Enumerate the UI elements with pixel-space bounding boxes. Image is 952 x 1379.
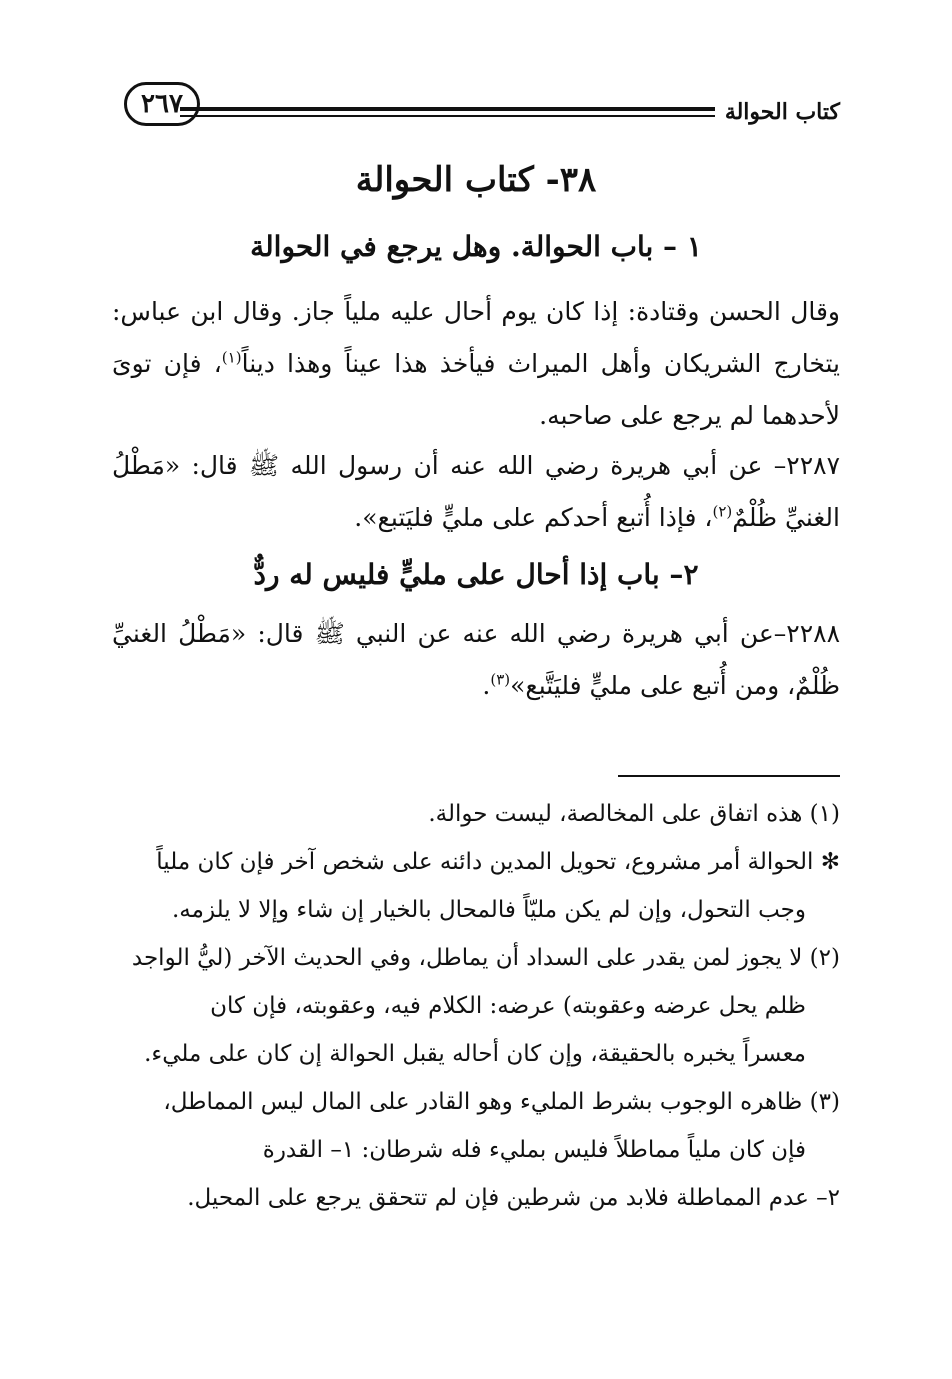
- footnote-line: ٢– عدم المماطلة فلابد من شرطين فإن لم تتحقق يرجع على المحيل.: [187, 1185, 840, 1211]
- header-rule-thin: [180, 115, 715, 117]
- page-number: ٢٦٧: [141, 89, 183, 119]
- footnote-separator: [618, 775, 840, 777]
- footnote-line: فإن كان ملياً مماطلاً فليس بمليء فله شرطان: ١– القدرة: [262, 1137, 806, 1163]
- intro-text-end: ، فإن توىَ لأحدهما لم يرجع على صاحبه.: [112, 349, 840, 430]
- hadith-2287-text: ٢٢٨٧– عن أبي هريرة رضي الله عنه أن رسول الله ﷺ قال: «مَطْلُ الغنيِّ ظُلْمٌ: [112, 451, 840, 532]
- intro-paragraph: [112, 286, 840, 442]
- footnote-ref-3: (٣): [490, 670, 511, 689]
- hadith-2287-text-end: ، فإذا أُتبع أحدكم على مليٍّ فليَتبع».: [354, 503, 713, 532]
- running-header: [180, 92, 840, 132]
- header-rule: [180, 107, 715, 117]
- hadith-2288: [112, 608, 840, 712]
- footnotes: [112, 790, 840, 1222]
- page-number-badge: [124, 82, 200, 126]
- hadith-2288-text-end: .: [482, 671, 491, 700]
- footnote-line: (١) هذه اتفاق على المخالصة، ليست حوالة.: [428, 801, 840, 827]
- chapter-1-title: ١ – باب الحوالة. وهل يرجع في الحوالة: [250, 230, 702, 263]
- running-title: كتاب الحوالة: [724, 99, 840, 125]
- hadith-2287: [112, 440, 840, 544]
- header-rule-thick: [180, 107, 715, 111]
- intro-text: وقال الحسن وقتادة: إذا كان يوم أحال عليه ملياً جاز. وقال ابن عباس: يتخارج الشريكان وأهل الميراث فيأخذ هذا عيناً وهذا ديناً: [112, 297, 840, 378]
- footnote-line: وجب التحول، وإن لم يكن مليّاً فالمحال بالخيار إن شاء وإلا لا يلزمه.: [171, 897, 806, 923]
- footnote-line: ظلم يحل عرضه وعقوبته) عرضه: الكلام فيه، وعقوبته، فإن كان: [210, 993, 806, 1019]
- book-title: ٣٨- كتاب الحوالة: [355, 160, 597, 200]
- hadith-2288-text: ٢٢٨٨–عن أبي هريرة رضي الله عنه عن النبي ﷺ قال: «مَطْلُ الغنيِّ ظُلْمٌ، ومن أُتبع على مليٍّ فليَتَّبع»: [112, 619, 840, 700]
- footnote-line: ✻ الحوالة أمر مشروع، تحويل المدين دائنه على شخص آخر فإن كان ملياً: [156, 849, 840, 875]
- chapter-2-title: ٢– باب إذا أحال على مليٍّ فليس له ردٌّ: [253, 558, 699, 591]
- footnote-ref-1: (١): [221, 348, 242, 367]
- footnote-line: معسراً يخبره بالحقيقة، وإن كان أحاله يقبل الحوالة إن كان على مليء.: [144, 1041, 806, 1067]
- footnote-line: (٢) لا يجوز لمن يقدر على السداد أن يماطل، وفي الحديث الآخر (ليُّ الواجد: [131, 945, 840, 971]
- footnote-ref-2: (٢): [712, 502, 733, 521]
- footnote-line: (٣) ظاهره الوجوب بشرط المليء وهو القادر على المال ليس المماطل،: [163, 1089, 840, 1115]
